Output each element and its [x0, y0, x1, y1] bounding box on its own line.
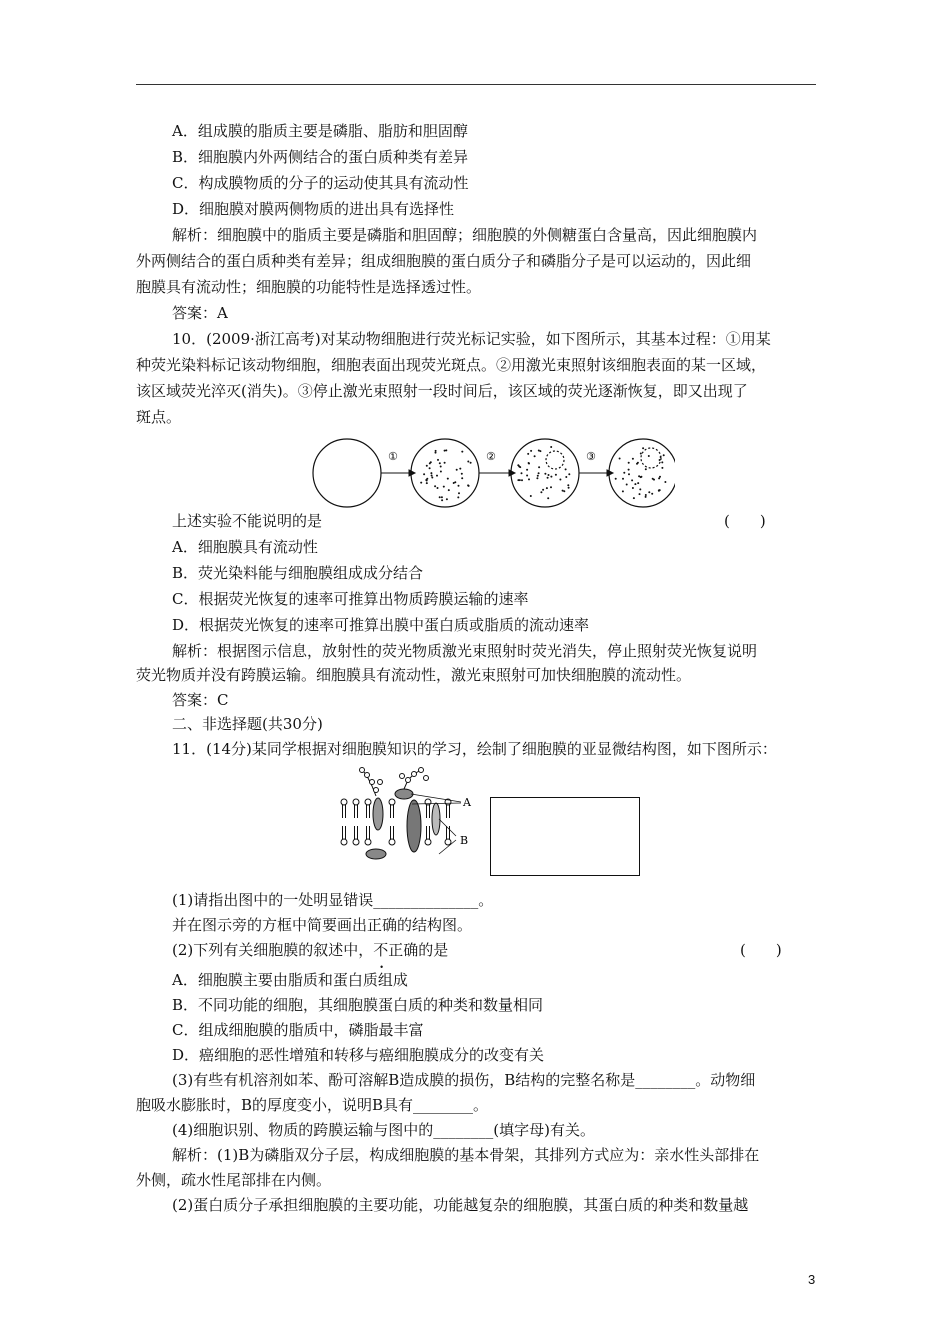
fluorescent-dot [530, 450, 532, 452]
q11-part1-line1: (1)请指出图中的一处明显错误______________。 [172, 891, 494, 909]
fluorescent-dot [622, 478, 624, 480]
fluorescent-dot [645, 494, 647, 496]
q10-option-d: D．根据荧光恢复的速率可推算出膜中蛋白质或脂质的流动速率 [172, 616, 590, 634]
fluorescent-dot [659, 459, 661, 461]
cell-unlabeled [313, 439, 381, 507]
fluorescent-dot [538, 466, 540, 468]
q11-analysis-2: 外侧，疏水性尾部排在内侧。 [136, 1171, 332, 1189]
fluorescent-dot [661, 461, 663, 463]
fluorescent-dot [661, 467, 663, 469]
fluorescent-dot [658, 489, 660, 491]
fluorescent-dot [615, 478, 617, 480]
q11-analysis-1: 解析：(1)B为磷脂双分子层，构成细胞膜的基本骨架，其排列方式应为：亲水性头部排在 [172, 1146, 760, 1164]
fluorescent-dot [568, 473, 570, 475]
fluorescent-dot [461, 451, 463, 453]
fluorescent-dot [448, 489, 450, 491]
q11-part2-option-a: A．细胞膜主要由脂质和蛋白质组成 [172, 971, 408, 989]
fluorescent-dot [431, 477, 433, 479]
fluorescent-dot [550, 446, 552, 448]
phospholipid-head [341, 839, 347, 845]
fluorescent-dot [439, 462, 441, 464]
fluorescent-dot [555, 474, 557, 476]
fluorescent-dot [530, 495, 532, 497]
fluorescent-dot [547, 497, 549, 499]
fluorescent-dot [517, 479, 519, 481]
page-number: 3 [808, 1272, 816, 1287]
q9-analysis-3: 胞膜具有流动性；细胞膜的功能特性是选择透过性。 [136, 278, 482, 296]
q9-answer: 答案：A [172, 304, 228, 322]
fluorescent-dot [659, 476, 661, 478]
fluorescent-dot [563, 490, 565, 492]
fluorescent-dot [437, 459, 439, 461]
fluorescent-dot [565, 476, 567, 478]
q11-part4: (4)细胞识别、物质的跨膜运输与图中的________(填字母)有关。 [172, 1121, 595, 1139]
q10-option-b: B．荧光染料能与细胞膜组成成分结合 [172, 564, 424, 582]
q10-stem-3: 该区域荧光淬灭(消失)。③停止激光束照射一段时间后，该区域的荧光逐渐恢复，即又出现了 [136, 382, 748, 400]
q11-part2-paren: ( ) [740, 941, 782, 959]
q11-part3-line1: (3)有些有机溶剂如苯、酚可溶解B造成膜的损伤，B结构的完整名称是________。动物细 [172, 1071, 756, 1089]
fluorescent-dot [444, 462, 446, 464]
protein-middle [407, 800, 421, 852]
fluorescent-dot [430, 472, 432, 474]
membrane-diagram [336, 764, 496, 874]
fluorescent-dot [642, 447, 644, 449]
protein-bottom [366, 849, 386, 859]
q10-answer-paren: ( ) [724, 512, 766, 530]
fluorescent-dot [440, 471, 442, 473]
fluorescent-dot [447, 478, 449, 480]
fluorescence-figure [305, 424, 675, 524]
fluorescent-dot [565, 468, 567, 470]
fluorescent-dot [420, 482, 422, 484]
protein-top [395, 789, 413, 799]
fluorescent-dot [436, 475, 438, 477]
q9-option-b: B．细胞膜内外两侧结合的蛋白质种类有差异 [172, 148, 469, 166]
fluorescent-dot [445, 449, 447, 451]
fluorescent-dot [458, 485, 460, 487]
fluorescent-dot [470, 462, 472, 464]
part1-answer-blank[interactable]: ______________ [373, 891, 479, 909]
fluorescent-dot [467, 461, 469, 463]
q11-part2: (2)下列有关细胞膜的叙述中，不 • 正确的是 [172, 941, 449, 972]
phospholipid-head [365, 799, 371, 805]
answer-drawing-box[interactable] [490, 797, 640, 876]
fluorescent-dot [638, 475, 640, 477]
q9-option-a: A．组成膜的脂质主要是磷脂、脂肪和胆固醇 [172, 122, 468, 140]
q9-option-c: C．构成膜物质的分子的运动使其具有流动性 [172, 174, 469, 192]
fluorescent-dot [444, 450, 446, 452]
fluorescent-dot [426, 465, 428, 467]
fluorescent-dot [550, 476, 552, 478]
fluorescent-dot [429, 467, 431, 469]
section-heading: 二、非选择题(共30分) [172, 715, 323, 733]
fluorescent-dot [548, 474, 550, 476]
fluorescent-dot [567, 484, 569, 486]
fluorescent-dot [660, 456, 662, 458]
fluorescent-dot [568, 487, 570, 489]
fluorescent-dot [521, 479, 523, 481]
label-b: B [460, 834, 469, 847]
fluorescent-dot [443, 486, 445, 488]
q9-option-d: D．细胞膜对膜两侧物质的进出具有选择性 [172, 200, 455, 218]
header-rule [136, 84, 816, 85]
fluorescent-dot [431, 475, 433, 477]
fluorescent-dot [634, 483, 636, 485]
fluorescent-dot [526, 475, 528, 477]
fluorescent-dot [435, 452, 437, 454]
fluorescent-dot [437, 487, 439, 489]
label-a: A [463, 796, 471, 809]
fluorescent-dot [628, 462, 630, 464]
fluorescent-dot [439, 496, 441, 498]
fluorescent-dot [461, 477, 463, 479]
fluorescent-dot [430, 461, 432, 463]
fluorescent-dot [441, 496, 443, 498]
step-2-label: ② [486, 450, 496, 463]
fluorescent-dot [426, 482, 428, 484]
fluorescent-dot [559, 479, 561, 481]
fluorescent-dot [645, 468, 647, 470]
q10-stem-2: 种荧光染料标记该动物细胞，细胞表面出现荧光斑点。②用激光束照射该细胞表面的某一区域， [136, 356, 767, 374]
phospholipid-head [445, 839, 451, 845]
fluorescent-dot [528, 462, 530, 464]
phospholipid-head [353, 799, 359, 805]
fluorescent-dot [623, 472, 625, 474]
q10-stem-1: 10．(2009·浙江高考)对某动物细胞进行荧光标记实验，如下图所示，其基本过程：①用某 [172, 330, 771, 348]
fluorescent-dot [544, 473, 546, 475]
fluorescent-dot [547, 477, 549, 479]
phospholipid-head [389, 839, 395, 845]
fluorescent-dot [441, 499, 443, 501]
fluorescent-dot [542, 489, 544, 491]
fluorescent-dot [468, 485, 470, 487]
fluorescent-dot [664, 481, 666, 483]
q10-answer: 答案：C [172, 691, 229, 709]
q10-option-c: C．根据荧光恢复的速率可推算出物质跨膜运输的速率 [172, 590, 529, 608]
fluorescent-dot [527, 453, 529, 455]
fluorescent-dot [651, 493, 653, 495]
fluorescent-dot [639, 493, 641, 495]
fluorescent-dot [540, 491, 542, 493]
fluorescent-dot [626, 484, 628, 486]
fluorescent-dot [653, 479, 655, 481]
fluorescent-dot [446, 498, 448, 500]
emphasis-dot-word: 不 • [373, 941, 389, 972]
protein-left [373, 798, 383, 830]
fluorescent-dot [526, 469, 528, 471]
q11-analysis-3: (2)蛋白质分子承担细胞膜的主要功能，功能越复杂的细胞膜，其蛋白质的种类和数量越 [172, 1196, 749, 1214]
cell-recovered [609, 439, 675, 507]
fluorescent-dot [639, 488, 641, 490]
fluorescent-dot [538, 472, 540, 474]
cell-labeled [411, 439, 479, 507]
q10-stem-4: 斑点。 [136, 408, 182, 426]
step-1-label: ① [388, 450, 398, 463]
fluorescent-dot [648, 491, 650, 493]
q10-analysis-1: 解析：根据图示信息，放射性的荧光物质激光束照射时荧光消失，停止照射荧光恢复说明 [172, 642, 758, 660]
q9-analysis-2: 外两侧结合的蛋白质种类有差异；组成细胞膜的蛋白质分子和磷脂分子是可以运动的，因此细 [136, 252, 752, 270]
fluorescent-dot [423, 473, 425, 475]
fluorescent-dot [663, 454, 665, 456]
fluorescent-dot [537, 475, 539, 477]
fluorescent-dot [453, 482, 455, 484]
q10-question: 上述实验不能说明的是 [172, 512, 323, 530]
fluorescent-dot [633, 497, 635, 499]
phospholipid-head [425, 839, 431, 845]
fluorescent-dot [440, 466, 442, 468]
fluorescent-dot [550, 486, 552, 488]
q11-part2-option-c: C．组成细胞膜的脂质中，磷脂最丰富 [172, 1021, 424, 1039]
fluorescent-dot [461, 473, 463, 475]
q11-part3-line2: 胞吸水膨胀时，B的厚度变小，说明B具有________。 [136, 1096, 489, 1114]
phospholipid-head [389, 799, 395, 805]
phospholipid-head [365, 839, 371, 845]
phospholipid-head [353, 839, 359, 845]
fluorescent-dot [521, 472, 523, 474]
fluorescent-dot [637, 482, 639, 484]
fluorescent-dot [456, 469, 458, 471]
q11-stem: 11．(14分)某同学根据对细胞膜知识的学习，绘制了细胞膜的亚显微结构图，如下图所示： [172, 740, 777, 758]
fluorescent-dot [562, 490, 564, 492]
fluorescent-dot [534, 455, 536, 457]
fluorescent-dot [528, 478, 530, 480]
fluorescent-dot [640, 453, 642, 455]
fluorescent-dot [628, 473, 630, 475]
fluorescent-dot [632, 458, 634, 460]
q10-option-a: A．细胞膜具有流动性 [172, 538, 318, 556]
fluorescent-dot [459, 468, 461, 470]
fluorescent-dot [435, 450, 437, 452]
fluorescent-dot [539, 450, 541, 452]
q11-part2-option-d: D．癌细胞的恶性增殖和转移与癌细胞膜成分的改变有关 [172, 1046, 545, 1064]
fluorescent-dot [426, 478, 428, 480]
phospholipid-head [341, 799, 347, 805]
fluorescent-dot [619, 458, 621, 460]
fluorescent-dot [645, 496, 647, 498]
fluorescent-dot [648, 455, 650, 457]
fluorescent-dot [536, 477, 538, 479]
fluorescent-dot [434, 485, 436, 487]
fluorescent-dot [546, 487, 548, 489]
fluorescent-dot [637, 462, 639, 464]
q11-part1-line2: 并在图示旁的方框中简要画出正确的结构图。 [172, 916, 473, 934]
fluorescent-dot [631, 479, 633, 481]
fluorescent-dot [622, 490, 624, 492]
q11-part2-option-b: B．不同功能的细胞，其细胞膜蛋白质的种类和数量相同 [172, 996, 544, 1014]
step-3-label: ③ [586, 450, 596, 463]
fluorescent-dot [517, 464, 519, 466]
fluorescent-dot [632, 487, 634, 489]
fluorescent-dot [426, 480, 428, 482]
q9-analysis-1: 解析：细胞膜中的脂质主要是磷脂和胆固醇；细胞膜的外侧糖蛋白含量高，因此细胞膜内 [172, 226, 758, 244]
fluorescent-dot [628, 469, 630, 471]
fluorescent-dot [458, 492, 460, 494]
fluorescent-dot [457, 496, 459, 498]
q10-analysis-2: 荧光物质并没有跨膜运输。细胞膜具有流动性，激光束照射可加快细胞膜的流动性。 [136, 666, 692, 684]
